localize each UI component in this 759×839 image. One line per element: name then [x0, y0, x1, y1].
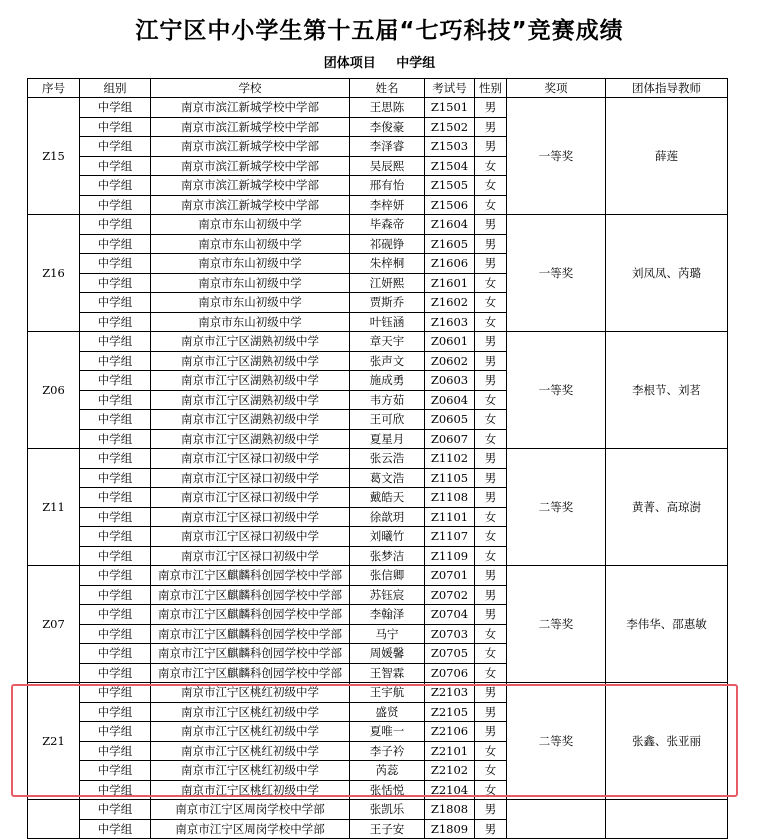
name-cell: 李翰泽 — [350, 605, 425, 625]
teacher-cell: 李伟华、邵惠敏 — [606, 566, 728, 683]
gender-cell: 男 — [475, 137, 507, 157]
school-cell: 南京市江宁区麒麟科创园学校中学部 — [151, 585, 350, 605]
exam-no-cell: Z1603 — [425, 312, 475, 332]
award-cell: 二等奖 — [507, 566, 606, 683]
group-cell: 中学组 — [80, 371, 151, 391]
group-cell: 中学组 — [80, 585, 151, 605]
name-cell: 毕森帝 — [350, 215, 425, 235]
gender-cell: 女 — [475, 624, 507, 644]
name-cell: 张信卿 — [350, 566, 425, 586]
exam-no-cell: Z2101 — [425, 741, 475, 761]
subtitle-category: 团体项目 — [323, 56, 376, 71]
name-cell: 周媛馨 — [350, 644, 425, 664]
group-cell: 中学组 — [80, 624, 151, 644]
name-cell: 江妍熙 — [350, 273, 425, 293]
gender-cell: 男 — [475, 468, 507, 488]
school-cell: 南京市江宁区湖熟初级中学 — [151, 410, 350, 430]
group-cell: 中学组 — [80, 293, 151, 313]
exam-no-cell: Z2106 — [425, 722, 475, 742]
name-cell: 贾斯乔 — [350, 293, 425, 313]
name-cell: 张云浩 — [350, 449, 425, 469]
gender-cell: 女 — [475, 156, 507, 176]
school-cell: 南京市东山初级中学 — [151, 254, 350, 274]
header-cell: 学校 — [151, 79, 350, 98]
school-cell: 南京市江宁区麒麟科创园学校中学部 — [151, 624, 350, 644]
award-cell — [507, 800, 606, 839]
school-cell: 南京市滨江新城学校中学部 — [151, 176, 350, 196]
group-cell: 中学组 — [80, 137, 151, 157]
team-id-cell: Z06 — [28, 332, 80, 449]
gender-cell: 男 — [475, 722, 507, 742]
name-cell: 王思陈 — [350, 98, 425, 118]
exam-no-cell: Z1502 — [425, 117, 475, 137]
school-cell: 南京市江宁区桃红初级中学 — [151, 683, 350, 703]
teacher-cell: 李根节、刘茗 — [606, 332, 728, 449]
school-cell: 南京市东山初级中学 — [151, 234, 350, 254]
exam-no-cell: Z1506 — [425, 195, 475, 215]
school-cell: 南京市江宁区麒麟科创园学校中学部 — [151, 663, 350, 683]
name-cell: 夏星月 — [350, 429, 425, 449]
header-cell: 团体指导教师 — [606, 79, 728, 98]
header-row — [28, 79, 728, 98]
name-cell: 李俊豪 — [350, 117, 425, 137]
school-cell: 南京市江宁区禄口初级中学 — [151, 468, 350, 488]
table-row — [28, 449, 728, 469]
school-cell: 南京市江宁区桃红初级中学 — [151, 702, 350, 722]
gender-cell: 男 — [475, 254, 507, 274]
exam-no-cell: Z0605 — [425, 410, 475, 430]
subtitle-group: 中学组 — [396, 56, 436, 71]
header-cell: 奖项 — [507, 79, 606, 98]
name-cell: 徐歆玥 — [350, 507, 425, 527]
school-cell: 南京市江宁区禄口初级中学 — [151, 449, 350, 469]
name-cell: 夏唯一 — [350, 722, 425, 742]
gender-cell: 女 — [475, 663, 507, 683]
school-cell: 南京市江宁区麒麟科创园学校中学部 — [151, 566, 350, 586]
group-cell: 中学组 — [80, 819, 151, 839]
name-cell: 苏钰宸 — [350, 585, 425, 605]
group-cell: 中学组 — [80, 468, 151, 488]
group-cell: 中学组 — [80, 741, 151, 761]
group-cell: 中学组 — [80, 332, 151, 352]
group-cell: 中学组 — [80, 449, 151, 469]
group-cell: 中学组 — [80, 527, 151, 547]
exam-no-cell: Z0601 — [425, 332, 475, 352]
page-subtitle — [0, 52, 759, 71]
school-cell: 南京市东山初级中学 — [151, 273, 350, 293]
name-cell: 邢有怡 — [350, 176, 425, 196]
exam-no-cell: Z1505 — [425, 176, 475, 196]
group-cell: 中学组 — [80, 429, 151, 449]
teacher-cell: 张鑫、张亚丽 — [606, 683, 728, 800]
gender-cell: 男 — [475, 585, 507, 605]
school-cell: 南京市江宁区禄口初级中学 — [151, 488, 350, 508]
team-id-cell: Z15 — [28, 98, 80, 215]
exam-no-cell: Z0704 — [425, 605, 475, 625]
table-row — [28, 332, 728, 352]
header-cell: 性别 — [475, 79, 507, 98]
exam-no-cell: Z0703 — [425, 624, 475, 644]
group-cell: 中学组 — [80, 410, 151, 430]
gender-cell: 女 — [475, 761, 507, 781]
name-cell: 章天宇 — [350, 332, 425, 352]
team-id-cell: Z16 — [28, 215, 80, 332]
name-cell: 王宇航 — [350, 683, 425, 703]
name-cell: 张凯乐 — [350, 800, 425, 820]
group-cell: 中学组 — [80, 215, 151, 235]
table-row — [28, 98, 728, 118]
team-id-cell: Z21 — [28, 683, 80, 800]
group-cell: 中学组 — [80, 644, 151, 664]
award-cell: 一等奖 — [507, 98, 606, 215]
school-cell: 南京市江宁区周岗学校中学部 — [151, 819, 350, 839]
group-cell: 中学组 — [80, 234, 151, 254]
gender-cell: 男 — [475, 215, 507, 235]
exam-no-cell: Z2102 — [425, 761, 475, 781]
gender-cell: 女 — [475, 546, 507, 566]
table-row — [28, 566, 728, 586]
school-cell: 南京市江宁区湖熟初级中学 — [151, 371, 350, 391]
name-cell: 张恬悦 — [350, 780, 425, 800]
teacher-cell: 薛莲 — [606, 98, 728, 215]
school-cell: 南京市东山初级中学 — [151, 215, 350, 235]
group-cell: 中学组 — [80, 605, 151, 625]
school-cell: 南京市滨江新城学校中学部 — [151, 98, 350, 118]
gender-cell: 女 — [475, 780, 507, 800]
group-cell: 中学组 — [80, 390, 151, 410]
group-cell: 中学组 — [80, 566, 151, 586]
gender-cell: 女 — [475, 176, 507, 196]
name-cell: 葛文浩 — [350, 468, 425, 488]
gender-cell: 男 — [475, 449, 507, 469]
name-cell: 张梦洁 — [350, 546, 425, 566]
group-cell: 中学组 — [80, 156, 151, 176]
gender-cell: 女 — [475, 429, 507, 449]
school-cell: 南京市东山初级中学 — [151, 293, 350, 313]
gender-cell: 女 — [475, 273, 507, 293]
gender-cell: 女 — [475, 312, 507, 332]
group-cell: 中学组 — [80, 351, 151, 371]
group-cell: 中学组 — [80, 546, 151, 566]
group-cell: 中学组 — [80, 702, 151, 722]
name-cell: 盛贤 — [350, 702, 425, 722]
award-cell: 二等奖 — [507, 449, 606, 566]
name-cell: 芮蕊 — [350, 761, 425, 781]
school-cell: 南京市江宁区桃红初级中学 — [151, 722, 350, 742]
group-cell: 中学组 — [80, 117, 151, 137]
school-cell: 南京市江宁区桃红初级中学 — [151, 741, 350, 761]
exam-no-cell: Z0701 — [425, 566, 475, 586]
school-cell: 南京市江宁区禄口初级中学 — [151, 507, 350, 527]
gender-cell: 女 — [475, 390, 507, 410]
school-cell: 南京市东山初级中学 — [151, 312, 350, 332]
school-cell: 南京市滨江新城学校中学部 — [151, 117, 350, 137]
gender-cell: 女 — [475, 507, 507, 527]
gender-cell: 女 — [475, 741, 507, 761]
teacher-cell — [606, 800, 728, 839]
exam-no-cell: Z0706 — [425, 663, 475, 683]
school-cell: 南京市江宁区湖熟初级中学 — [151, 429, 350, 449]
group-cell: 中学组 — [80, 176, 151, 196]
exam-no-cell: Z1107 — [425, 527, 475, 547]
gender-cell: 男 — [475, 234, 507, 254]
group-cell: 中学组 — [80, 780, 151, 800]
exam-no-cell: Z1109 — [425, 546, 475, 566]
name-cell: 马宁 — [350, 624, 425, 644]
exam-no-cell: Z1601 — [425, 273, 475, 293]
school-cell: 南京市滨江新城学校中学部 — [151, 137, 350, 157]
group-cell: 中学组 — [80, 722, 151, 742]
highlight-box — [11, 684, 738, 797]
school-cell: 南京市江宁区禄口初级中学 — [151, 546, 350, 566]
header-cell: 姓名 — [350, 79, 425, 98]
page-title: 江宁区中小学生第十五届“七巧科技”竞赛成绩 — [135, 18, 624, 44]
group-cell: 中学组 — [80, 98, 151, 118]
gender-cell: 男 — [475, 800, 507, 820]
school-cell: 南京市江宁区周岗学校中学部 — [151, 800, 350, 820]
teacher-cell: 刘凤凤、芮璐 — [606, 215, 728, 332]
exam-no-cell: Z1606 — [425, 254, 475, 274]
exam-no-cell: Z2105 — [425, 702, 475, 722]
exam-no-cell: Z0705 — [425, 644, 475, 664]
gender-cell: 男 — [475, 702, 507, 722]
group-cell: 中学组 — [80, 683, 151, 703]
school-cell: 南京市江宁区湖熟初级中学 — [151, 390, 350, 410]
gender-cell: 男 — [475, 332, 507, 352]
gender-cell: 女 — [475, 410, 507, 430]
exam-no-cell: Z1108 — [425, 488, 475, 508]
name-cell: 李梓妍 — [350, 195, 425, 215]
school-cell: 南京市江宁区湖熟初级中学 — [151, 332, 350, 352]
exam-no-cell: Z2103 — [425, 683, 475, 703]
gender-cell: 男 — [475, 683, 507, 703]
name-cell: 祁砚铮 — [350, 234, 425, 254]
name-cell: 王智霖 — [350, 663, 425, 683]
exam-no-cell: Z0702 — [425, 585, 475, 605]
school-cell: 南京市江宁区禄口初级中学 — [151, 527, 350, 547]
school-cell: 南京市江宁区麒麟科创园学校中学部 — [151, 605, 350, 625]
name-cell: 叶钰涵 — [350, 312, 425, 332]
gender-cell: 男 — [475, 371, 507, 391]
name-cell: 戴皓天 — [350, 488, 425, 508]
gender-cell: 男 — [475, 819, 507, 839]
gender-cell: 男 — [475, 605, 507, 625]
award-cell: 一等奖 — [507, 215, 606, 332]
school-cell: 南京市滨江新城学校中学部 — [151, 156, 350, 176]
name-cell: 刘曦竹 — [350, 527, 425, 547]
group-cell: 中学组 — [80, 507, 151, 527]
group-cell: 中学组 — [80, 761, 151, 781]
gender-cell: 女 — [475, 293, 507, 313]
award-cell: 一等奖 — [507, 332, 606, 449]
school-cell: 南京市江宁区桃红初级中学 — [151, 780, 350, 800]
name-cell: 张声文 — [350, 351, 425, 371]
group-cell: 中学组 — [80, 800, 151, 820]
group-cell: 中学组 — [80, 312, 151, 332]
exam-no-cell: Z1102 — [425, 449, 475, 469]
exam-no-cell: Z1105 — [425, 468, 475, 488]
exam-no-cell: Z1101 — [425, 507, 475, 527]
gender-cell: 女 — [475, 527, 507, 547]
exam-no-cell: Z1504 — [425, 156, 475, 176]
header-cell: 序号 — [28, 79, 80, 98]
exam-no-cell: Z0604 — [425, 390, 475, 410]
table-row — [28, 800, 728, 820]
group-cell: 中学组 — [80, 254, 151, 274]
award-cell: 二等奖 — [507, 683, 606, 800]
exam-no-cell: Z0602 — [425, 351, 475, 371]
gender-cell: 男 — [475, 488, 507, 508]
team-id-cell — [28, 800, 80, 839]
exam-no-cell: Z2104 — [425, 780, 475, 800]
gender-cell: 女 — [475, 195, 507, 215]
exam-no-cell: Z0607 — [425, 429, 475, 449]
header-cell: 考试号 — [425, 79, 475, 98]
gender-cell: 男 — [475, 117, 507, 137]
team-id-cell: Z07 — [28, 566, 80, 683]
exam-no-cell: Z1602 — [425, 293, 475, 313]
gender-cell: 男 — [475, 566, 507, 586]
exam-no-cell: Z1604 — [425, 215, 475, 235]
exam-no-cell: Z1503 — [425, 137, 475, 157]
group-cell: 中学组 — [80, 663, 151, 683]
name-cell: 王可欣 — [350, 410, 425, 430]
school-cell: 南京市江宁区麒麟科创园学校中学部 — [151, 644, 350, 664]
name-cell: 施成勇 — [350, 371, 425, 391]
name-cell: 韦方茹 — [350, 390, 425, 410]
name-cell: 朱梓桐 — [350, 254, 425, 274]
group-cell: 中学组 — [80, 273, 151, 293]
school-cell: 南京市滨江新城学校中学部 — [151, 195, 350, 215]
name-cell: 李泽睿 — [350, 137, 425, 157]
exam-no-cell: Z1809 — [425, 819, 475, 839]
header-cell: 组别 — [80, 79, 151, 98]
name-cell: 吴辰熙 — [350, 156, 425, 176]
exam-no-cell: Z1808 — [425, 800, 475, 820]
school-cell: 南京市江宁区湖熟初级中学 — [151, 351, 350, 371]
exam-no-cell: Z1501 — [425, 98, 475, 118]
school-cell: 南京市江宁区桃红初级中学 — [151, 761, 350, 781]
teacher-cell: 黄菁、高琼澍 — [606, 449, 728, 566]
gender-cell: 女 — [475, 644, 507, 664]
exam-no-cell: Z1605 — [425, 234, 475, 254]
group-cell: 中学组 — [80, 195, 151, 215]
name-cell: 王子安 — [350, 819, 425, 839]
name-cell: 李子衿 — [350, 741, 425, 761]
exam-no-cell: Z0603 — [425, 371, 475, 391]
gender-cell: 男 — [475, 98, 507, 118]
team-id-cell: Z11 — [28, 449, 80, 566]
table-row — [28, 215, 728, 235]
gender-cell: 男 — [475, 351, 507, 371]
group-cell: 中学组 — [80, 488, 151, 508]
